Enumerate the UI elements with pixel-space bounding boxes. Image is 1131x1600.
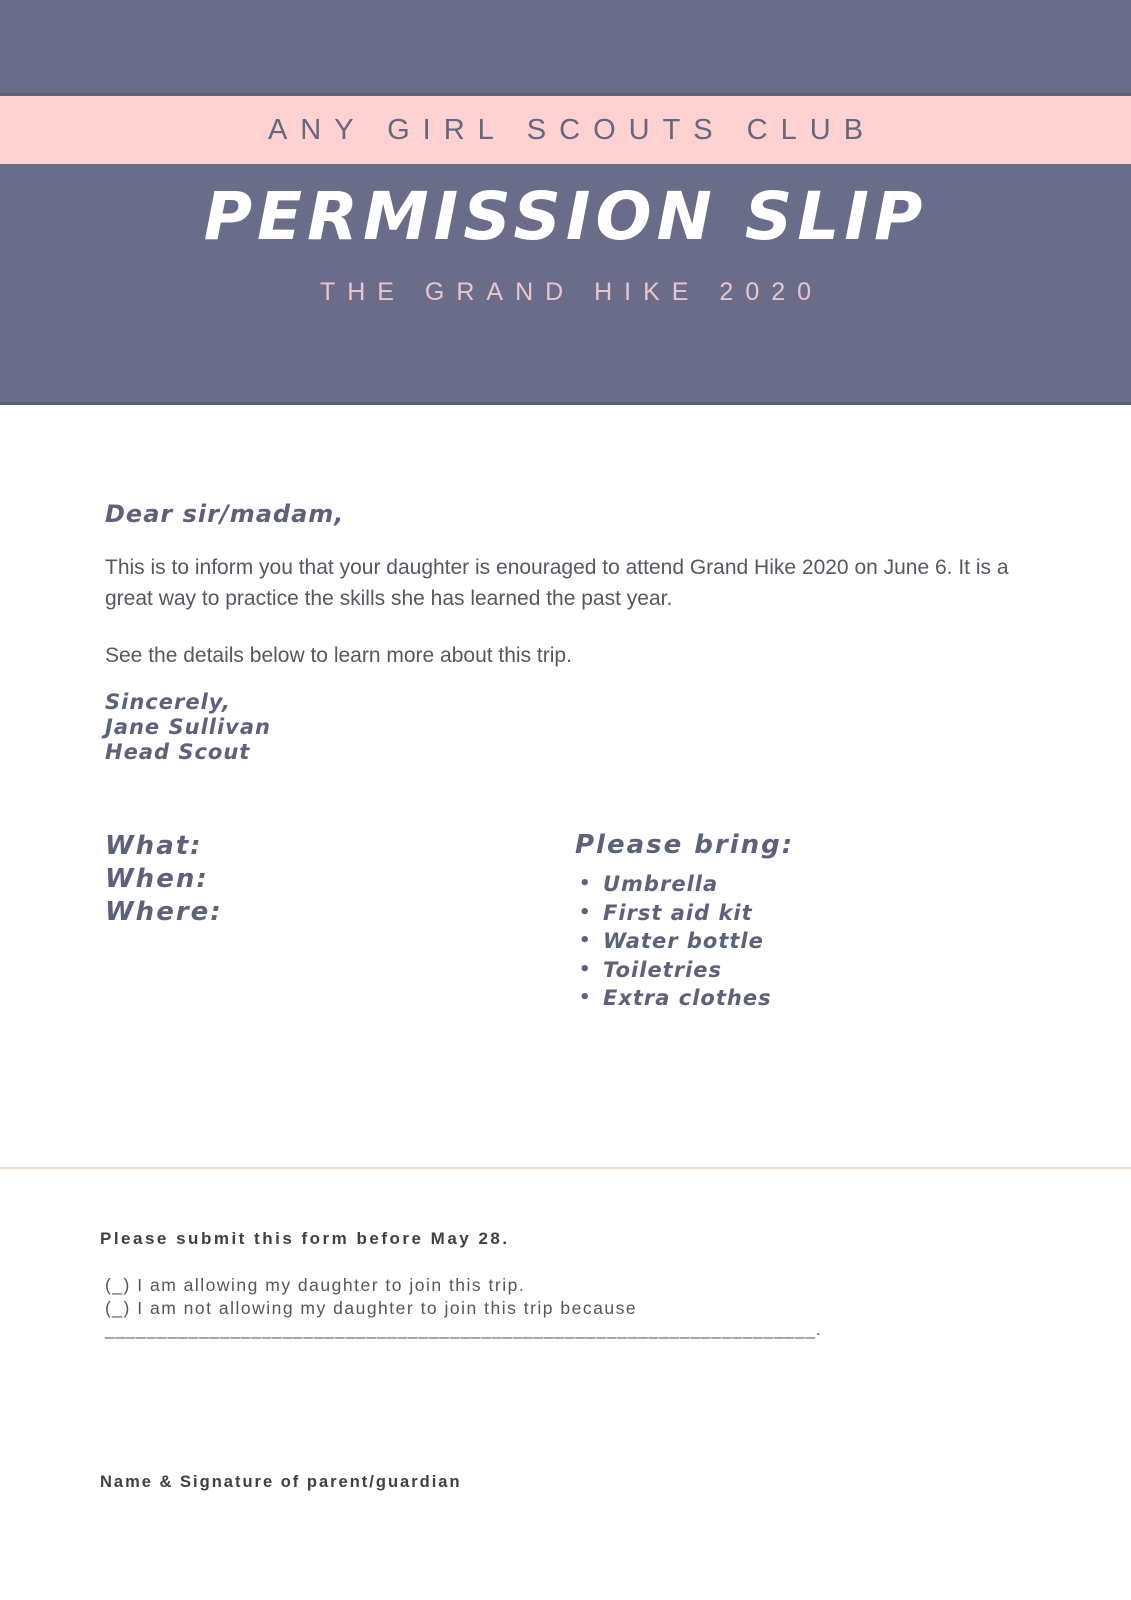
letter-paragraph-1: This is to inform you that your daughter is enouraged to attend Grand Hike 2020 on June 6. It is a great way to practice the skills she has learned the past year.	[105, 556, 1009, 610]
reason-blank-line: ____________________________________________________________________.	[105, 1320, 822, 1339]
bullet-icon: •	[579, 930, 592, 951]
section-divider	[0, 1167, 1131, 1169]
please-bring-section	[575, 830, 794, 1013]
option-disallow: (_) I am not allowing my daughter to join this trip because	[105, 1298, 638, 1318]
trip-detail-fields	[105, 830, 223, 929]
page-title: PERMISSION SLIP	[203, 178, 928, 255]
list-item: • Umbrella	[603, 870, 794, 899]
signer-name: Jane Sullivan	[105, 715, 271, 739]
page-subtitle: THE GRAND HIKE 2020	[319, 278, 824, 306]
bullet-icon: •	[579, 958, 592, 980]
permission-options	[105, 1274, 637, 1320]
field-label-where: Where:	[105, 897, 223, 927]
list-item: • Toiletries	[603, 956, 794, 985]
option-allow: (_) I am allowing my daughter to join this trip.	[105, 1275, 526, 1295]
letter-salutation: Dear sir/madam,	[105, 500, 345, 528]
bullet-icon: •	[579, 873, 592, 894]
signer-title: Head Scout	[105, 740, 251, 764]
letter-closing: Sincerely,	[105, 690, 231, 714]
letter-paragraph-2: See the details below to learn more about this trip.	[105, 644, 572, 667]
field-label-when: When:	[105, 864, 209, 894]
please-bring-list	[575, 870, 794, 1013]
field-label-what: What:	[105, 831, 203, 861]
bullet-icon: •	[579, 987, 592, 1008]
club-name: ANY GIRL SCOUTS CLUB	[267, 113, 877, 146]
letter-closing-block	[105, 690, 271, 765]
club-name-band	[0, 93, 1131, 164]
list-item: • Water bottle	[603, 927, 794, 956]
bullet-icon: •	[579, 901, 592, 923]
signature-label: Name & Signature of parent/guardian	[100, 1473, 462, 1491]
list-item: • Extra clothes	[603, 984, 794, 1013]
header-banner	[0, 0, 1131, 405]
please-bring-heading: Please bring:	[575, 830, 795, 860]
list-item: • First aid kit	[603, 899, 794, 928]
deadline-note: Please submit this form before May 28.	[100, 1229, 510, 1248]
